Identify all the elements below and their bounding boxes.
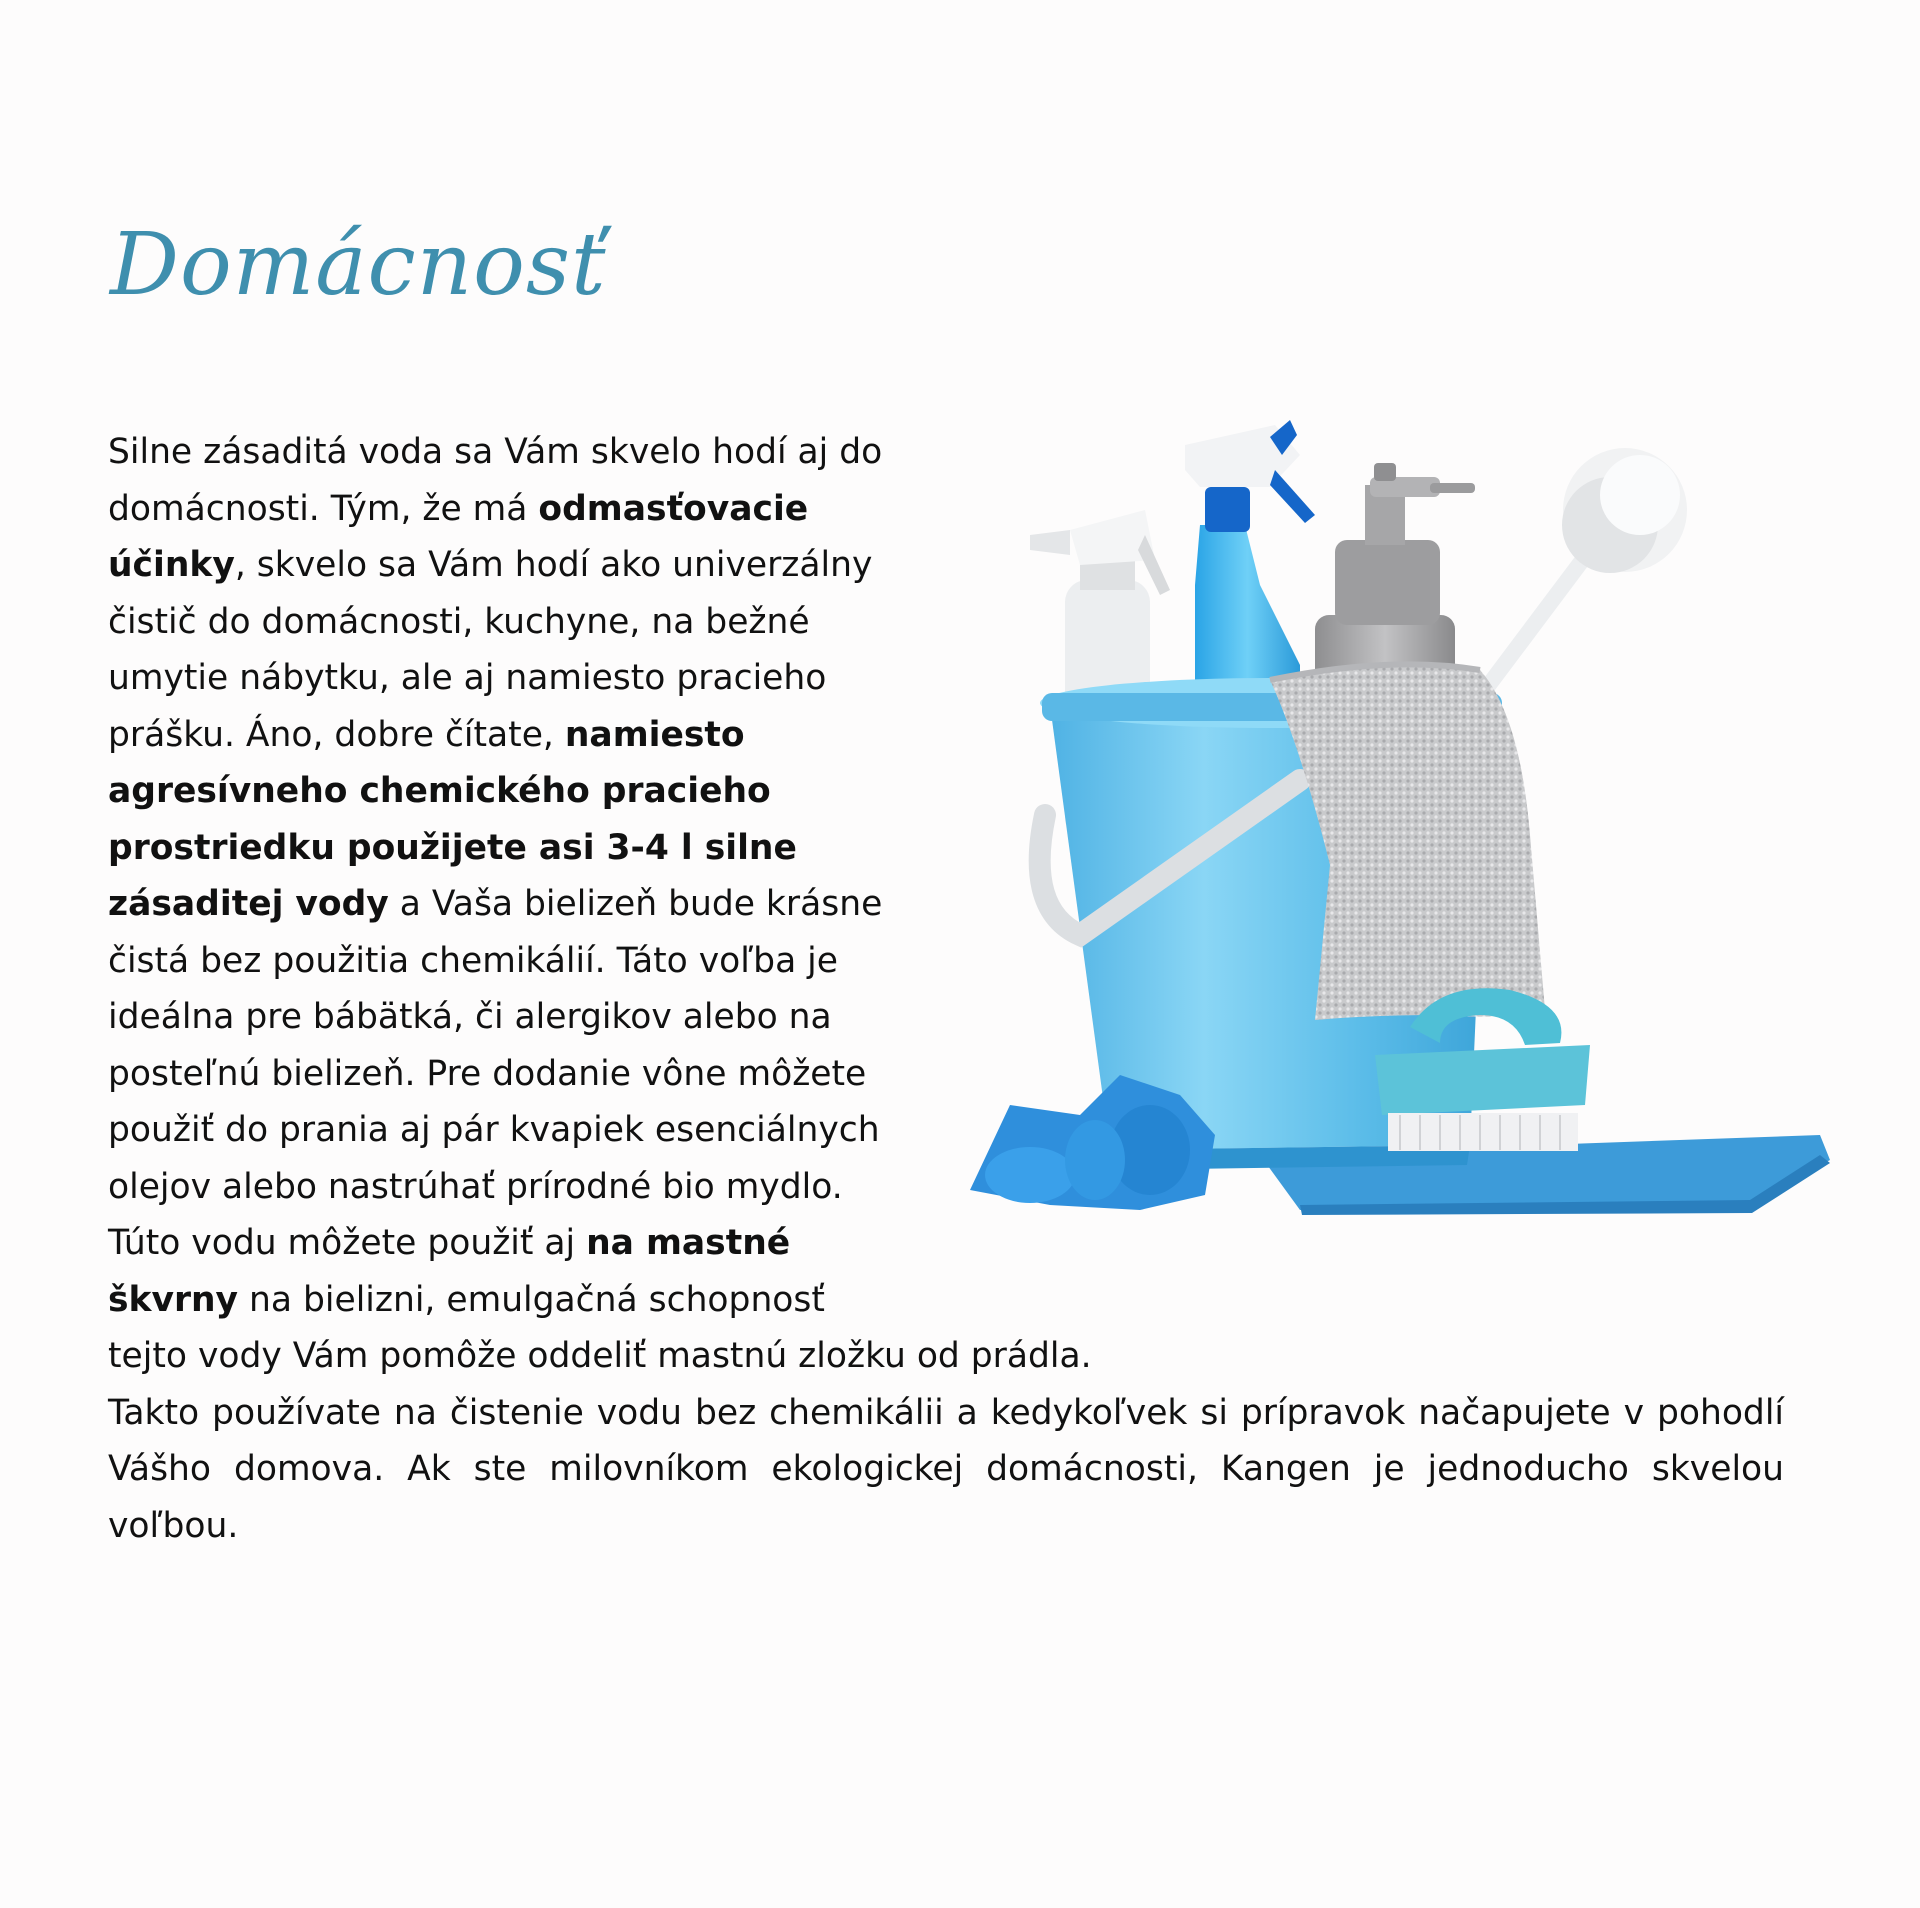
paragraph-1-segment: , skvelo sa Vám hodí ako univerzálny čistič do domácnosti, kuchyne, na bežné umytie nábytku, ale aj namiesto pracieho prášku. Áno, dobre čítate,	[108, 545, 873, 755]
bold-detergent-replacement: namiesto agresívneho chemického pracieho prostriedku použijete asi 3-4 l silne zásaditej vody	[108, 714, 797, 924]
paragraph-1-segment: Silne zásaditá voda sa Vám skvelo hodí aj do domácnosti. Tým, že má	[108, 432, 883, 529]
bold-grease-stains: na mastné škvrny	[108, 1223, 791, 1320]
page-title: Domácnosť	[110, 215, 607, 315]
paragraph-2: Takto používate na čistenie vodu bez chemikálii a kedykoľvek si prípravok načapujete v pohodlí Vášho domova. Ak ste milovníkom ekologickej domácnosti, Kangen je jednoducho skvelou voľbou.	[108, 1392, 1784, 1546]
body-text	[108, 424, 1784, 1554]
paragraph-1-segment: a Vaša bielizeň bude krásne čistá bez použitia chemikálií. Táto voľba je ideálna pre bábätká, či alergikov alebo na posteľnú bielizeň. Pre dodanie vône môžete použiť do prania aj pár kvapiek esenciálnych olejov alebo nastrúhať prírodné bio mydlo. Túto vodu môžete použiť aj	[108, 884, 883, 1263]
bold-degreasing: odmasťovacie účinky	[108, 488, 809, 585]
paragraph-1-segment: na bielizni, emulgačná schopnosť tejto vody Vám pomôže oddeliť mastnú zložku od prádla.	[108, 1279, 1092, 1376]
image-float-space	[894, 424, 1784, 1284]
